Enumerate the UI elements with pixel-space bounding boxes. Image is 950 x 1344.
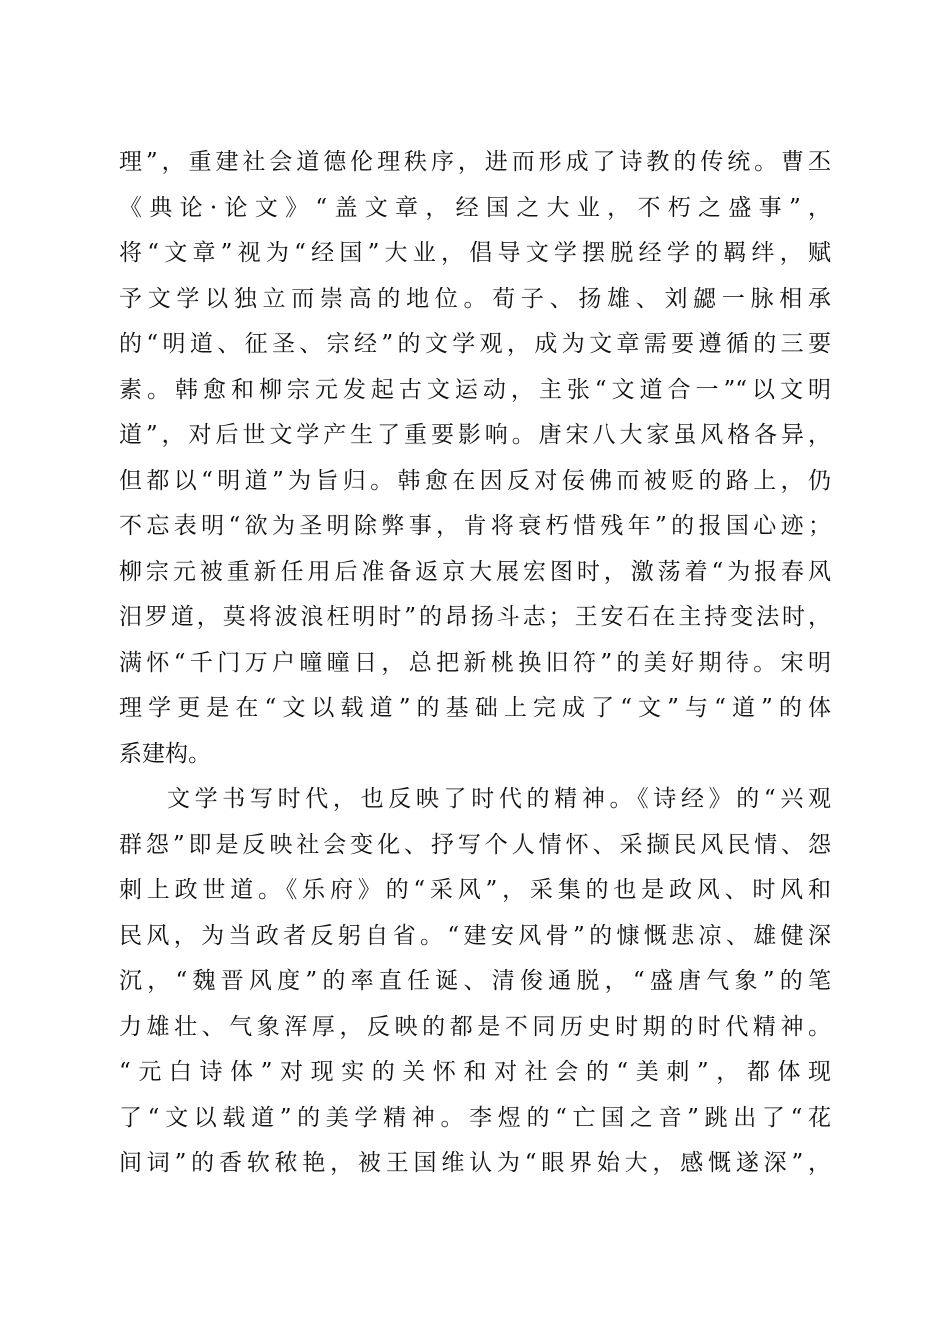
text-line: 理”，重建社会道德伦理秩序，进而形成了诗教的传统。曹丕 xyxy=(119,149,831,175)
text-line: 的“明道、征圣、宗经”的文学观，成为文章需要遵循的三要 xyxy=(119,331,831,357)
text-line: 群怨”即是反映社会变化、抒写个人情怀、采撷民风民情、怨 xyxy=(119,831,831,858)
text-line: 理学更是在“文以载道”的基础上完成了“文”与“道”的体 xyxy=(119,695,831,721)
body-text xyxy=(119,140,831,1187)
text-line: 民风，为当政者反躬自省。“建安风骨”的慷慨悲凉、雄健深 xyxy=(119,922,831,949)
text-line: 予文学以独立而崇高的地位。荀子、扬雄、刘勰一脉相承 xyxy=(119,285,831,312)
text-line: 但都以“明道”为旨归。韩愈在因反对佞佛而被贬的路上，仍 xyxy=(119,467,831,494)
text-line: 文学书写时代，也反映了时代的精神。《诗经》的“兴观 xyxy=(167,786,831,812)
text-line: 间词”的香软秾艳，被王国维认为“眼界始大，感慨遂深”， xyxy=(119,1150,831,1176)
text-line: 系建构。 xyxy=(119,740,211,767)
text-line: 素。韩愈和柳宗元发起古文运动，主张“文道合一”“以文明 xyxy=(119,376,831,403)
paragraph-1 xyxy=(119,140,831,777)
text-line: 《典论·论文》“盖文章，经国之大业，不朽之盛事”， xyxy=(119,194,831,221)
text-line: 满怀“千门万户曈曈日，总把新桃换旧符”的美好期待。宋明 xyxy=(119,649,831,676)
paragraph-2 xyxy=(119,777,831,1187)
text-line: 力雄壮、气象浑厚，反映的都是不同历史时期的时代精神。 xyxy=(119,1013,831,1040)
text-line: 刺上政世道。《乐府》的“采风”，采集的也是政风、时风和 xyxy=(119,877,831,903)
text-line: “元白诗体”对现实的关怀和对社会的“美刺”，都体现 xyxy=(119,1059,831,1085)
text-line: 将“文章”视为“经国”大业，倡导文学摆脱经学的羁绊，赋 xyxy=(119,240,831,266)
text-line: 道”，对后世文学产生了重要影响。唐宋八大家虽风格各异， xyxy=(119,422,831,448)
text-line: 汨罗道，莫将波浪枉明时”的昂扬斗志；王安石在主持变法时， xyxy=(119,604,831,630)
text-line: 了“文以载道”的美学精神。李煜的“亡国之音”跳出了“花 xyxy=(119,1104,831,1131)
text-line: 柳宗元被重新任用后准备返京大展宏图时，激荡着“为报春风 xyxy=(119,558,831,585)
text-line: 不忘表明“欲为圣明除弊事，肯将衰朽惜残年”的报国心迹； xyxy=(119,513,831,539)
text-line: 沉，“魏晋风度”的率直任诞、清俊通脱，“盛唐气象”的笔 xyxy=(119,968,831,994)
